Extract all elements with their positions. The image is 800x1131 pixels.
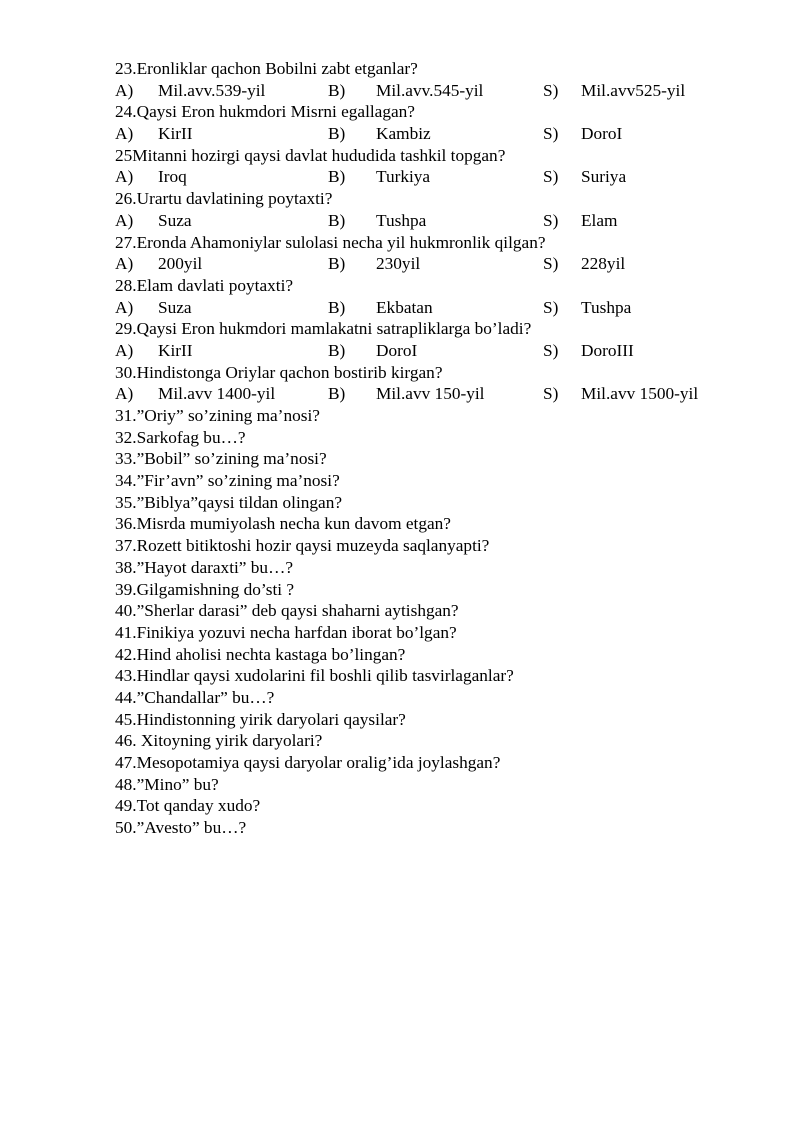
option-text: Mil.avv.545-yil [376,80,484,100]
option-text: Mil.avv.539-yil [158,80,266,100]
question-block [115,275,755,318]
question-block [115,58,755,101]
option-text: Ekbatan [376,297,433,317]
option-text: Mil.avv525-yil [581,80,686,100]
question-block [115,188,755,231]
option-text: Elam [581,210,618,230]
option-text: DoroIII [581,340,634,360]
document-page [115,58,755,839]
question-text: 23.Eronliklar qachon Bobilni zabt etganlar? [115,59,418,78]
question-text: 25Mitanni hozirgi qaysi davlat hududida tashkil topgan? [115,145,506,165]
option-text: 230yil [376,254,421,274]
open-question: 36.Misrda mumiyolash necha kun davom etgan? [115,514,451,534]
option-text: KirII [158,340,193,360]
option-text: Tushpa [581,297,632,317]
open-question: 44.”Chandallar” bu…? [115,687,275,707]
option-letter: A) [115,80,134,100]
option-letter: S) [543,340,559,360]
open-question: 35.”Biblya”qaysi tildan olingan? [115,492,343,512]
open-question: 31.”Oriy” so’zining ma’nosi? [115,406,320,425]
question-block [115,318,755,361]
multiple-choice-section [115,58,755,405]
open-question: 43.Hindlar qaysi xudolarini fil boshli qilib tasvirlaganlar? [115,666,514,686]
option-letter: B) [328,80,346,100]
option-letter: A) [115,340,134,360]
options-row [115,297,755,319]
open-question: 46. Xitoyning yirik daryolari? [115,731,323,751]
option-text: 228yil [581,254,626,274]
option-letter: A) [115,124,134,144]
option-letter: S) [543,254,559,274]
option-letter: A) [115,384,134,404]
open-question: 47.Mesopotamiya qaysi daryolar oralig’ida joylashgan? [115,753,501,772]
open-question: 49.Tot qanday xudo? [115,796,261,816]
option-text: Suza [158,210,192,230]
open-question: 38.”Hayot daraxti” bu…? [115,557,294,577]
option-letter: A) [115,297,134,317]
open-question: 42.Hind aholisi nechta kastaga bo’lingan? [115,644,406,664]
option-text: Iroq [158,167,187,187]
open-question: 32.Sarkofag bu…? [115,427,246,447]
question-text: 27.Eronda Ahamoniylar sulolasi necha yil hukmronlik qilgan? [115,232,546,252]
question-block [115,232,755,275]
question-text: 28.Elam davlati poytaxti? [115,275,294,295]
option-text: DoroI [581,124,623,144]
option-letter: S) [543,210,559,230]
question-block [115,145,755,188]
options-row [115,340,755,362]
option-letter: B) [328,210,346,230]
option-letter: S) [543,80,559,100]
option-letter: A) [115,167,134,187]
option-text: Suriya [581,167,627,187]
option-letter: S) [543,167,559,187]
option-text: DoroI [376,340,418,360]
open-question: 39.Gilgamishning do’sti ? [115,579,295,599]
option-letter: S) [543,297,559,317]
question-text: 24.Qaysi Eron hukmdori Misrni egallagan? [115,102,415,122]
options-row [115,80,755,102]
question-block [115,362,755,405]
open-question: 45.Hindistonning yirik daryolari qaysilar? [115,709,406,729]
option-text: Mil.avv 150-yil [376,384,485,404]
open-question: 40.”Sherlar darasi” deb qaysi shaharni aytishgan? [115,601,459,621]
option-letter: B) [328,384,346,404]
option-letter: S) [543,124,559,144]
question-text: 26.Urartu davlatining poytaxti? [115,189,333,209]
option-text: Turkiya [376,167,431,187]
option-text: Suza [158,297,192,317]
open-question: 34.”Fir’avn” so’zining ma’nosi? [115,471,340,491]
options-row [115,210,755,232]
open-question: 50.”Avesto” bu…? [115,818,247,838]
option-text: Tushpa [376,210,427,230]
option-letter: B) [328,340,346,360]
open-question: 48.”Mino” bu? [115,774,219,794]
options-row [115,166,755,188]
question-text: 29.Qaysi Eron hukmdori mamlakatni satrapliklarga bo’ladi? [115,319,532,339]
option-text: 200yil [158,254,203,274]
option-letter: A) [115,254,134,274]
open-question: 37.Rozett bitiktoshi hozir qaysi muzeyda saqlanyapti? [115,536,490,556]
open-question: 41.Finikiya yozuvi necha harfdan iborat bo’lgan? [115,622,457,642]
open-questions-section [115,405,755,839]
option-text: Kambiz [376,124,431,144]
option-text: Mil.avv 1400-yil [158,384,276,404]
options-row [115,123,755,145]
option-letter: B) [328,254,346,274]
options-row [115,253,755,275]
option-letter: S) [543,384,559,404]
option-letter: B) [328,297,346,317]
question-text: 30.Hindistonga Oriylar qachon bostirib kirgan? [115,362,443,382]
question-block [115,101,755,144]
open-question: 33.”Bobil” so’zining ma’nosi? [115,449,327,469]
option-letter: B) [328,167,346,187]
options-row [115,383,755,405]
option-text: Mil.avv 1500-yil [581,384,699,404]
option-letter: A) [115,210,134,230]
option-text: KirII [158,124,193,144]
option-letter: B) [328,124,346,144]
